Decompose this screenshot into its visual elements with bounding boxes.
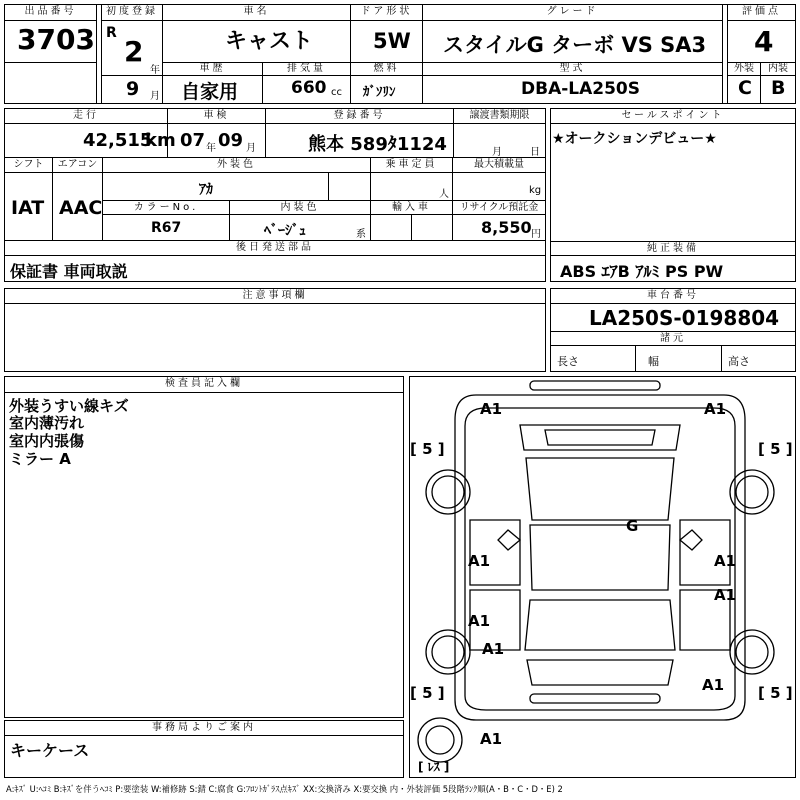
int-color-unit: 系	[356, 229, 366, 240]
later-label: 後日発送部品	[5, 241, 545, 256]
ext-color-label: 外装色	[103, 158, 371, 173]
fuel: ｶﾞｿﾘﾝ	[363, 85, 396, 100]
inspection-label: 車検	[168, 109, 266, 124]
score-label: 評価点	[727, 5, 795, 21]
notes-label: 注意事項欄	[5, 289, 545, 304]
inspector-label: 検査員記入欄	[5, 377, 403, 393]
height-label: 高さ	[728, 355, 750, 368]
era: R	[106, 25, 117, 41]
car-name-label: 車名	[163, 5, 351, 21]
shift-label: シフト	[5, 158, 53, 173]
capacity-unit: 人	[439, 189, 449, 200]
grade: スタイルG ターボ VS SA3	[443, 33, 707, 57]
lot-label: 出品番号	[5, 5, 97, 21]
interior-grade: B	[771, 77, 786, 99]
mark-front-left: A1	[480, 400, 503, 418]
interior-label: 内装	[761, 63, 795, 76]
tire-rear-right: [ 5 ]	[758, 684, 793, 702]
import-label: 輸入車	[371, 201, 453, 215]
reg-number: 熊本 589ﾀ1124	[308, 134, 447, 155]
displacement-label: 排気量	[263, 63, 351, 76]
chassis-label: 車台番号	[551, 289, 795, 304]
grade-label: グレード	[423, 5, 723, 21]
recycle-unit: 円	[531, 229, 541, 240]
month-unit: 月	[150, 91, 160, 102]
spec-label: 諸元	[551, 332, 795, 346]
transfer-label: 譲渡書類期限	[454, 109, 545, 124]
load-unit: kg	[529, 185, 542, 196]
ac-label: エアコン	[53, 158, 103, 173]
int-color: ﾍﾞｰｼﾞｭ	[264, 223, 306, 239]
mark-rear-right: A1	[702, 676, 725, 694]
equipment-label: 純正装備	[551, 241, 795, 256]
lot-number: 3703	[17, 23, 95, 56]
tire-rear-left: [ 5 ]	[410, 684, 445, 702]
reg-month: 9	[126, 78, 140, 100]
mark-right-door-front: A1	[714, 552, 737, 570]
score: 4	[754, 25, 774, 58]
history: 自家用	[181, 81, 239, 103]
inspector-line-4: ミラー A	[9, 450, 71, 468]
displacement: 660	[291, 78, 327, 98]
sales-label: セールスポイント	[551, 109, 795, 124]
later-parts: 保証書 車両取説	[10, 262, 128, 281]
inspector-line-1: 外装うすい線キズ	[9, 397, 129, 415]
sales-point: ★オークションデビュー★	[552, 131, 717, 147]
reg-label: 登録番号	[266, 109, 454, 124]
mark-right-door-rear: A1	[714, 586, 737, 604]
legend: A:ｷｽﾞ U:ﾍｺﾐ B:ｷｽﾞを伴うﾍｺﾐ P:要塗装 W:補修跡 S:錆 C:腐食 G:ﾌﾛﾝﾄｶﾞﾗｽ点ｷｽﾞ XX:交換済み X:要交換 内・外装評価 5段階ﾗﾝｸ順(A・B・C・D・E) 2	[6, 784, 563, 794]
exterior-grade: C	[738, 77, 752, 99]
door: 5W	[373, 29, 411, 53]
color-no-label: カラーNo.	[103, 201, 230, 215]
mark-left-door-rear: A1	[468, 612, 491, 630]
equipment: ABS ｴｱB ｱﾙﾐ PS PW	[560, 262, 724, 281]
tire-front-right: [ 5 ]	[758, 440, 793, 458]
tire-front-left: [ 5 ]	[410, 440, 445, 458]
mark-left-door-front: A1	[468, 552, 491, 570]
length-label: 長さ	[557, 355, 579, 368]
history-label: 車歴	[163, 63, 263, 76]
mileage-unit: km	[145, 130, 176, 151]
ac: AAC	[59, 197, 103, 219]
mark-left-rear-quarter: A1	[482, 640, 505, 658]
mileage-label: 走行	[5, 109, 168, 124]
insp-month-unit: 月	[246, 143, 256, 154]
mileage: 42,515	[83, 130, 153, 151]
mark-front-right: A1	[704, 400, 727, 418]
insp-month: 09	[218, 130, 244, 151]
ext-color: ｱｶ	[199, 182, 213, 198]
fuel-label: 燃料	[351, 63, 423, 76]
spare-tire: [ ﾚｽ ]	[418, 760, 450, 774]
first-reg-label: 初度登録	[101, 5, 163, 21]
exterior-label: 外装	[727, 63, 761, 76]
capacity-label: 乗車定員	[371, 158, 453, 173]
load-label: 最大積載量	[453, 158, 545, 173]
recycle: 8,550	[481, 218, 532, 237]
mark-rear-left: A1	[480, 730, 503, 748]
inspector-line-2: 室内薄汚れ	[9, 414, 85, 432]
reg-year: 2	[124, 35, 144, 68]
width-label: 幅	[648, 355, 659, 368]
inspector-line-3: 室内内張傷	[9, 432, 85, 450]
insp-year: 07	[180, 130, 206, 151]
office-text: キーケース	[10, 741, 90, 760]
year-unit: 年	[150, 65, 160, 76]
displacement-unit: cc	[331, 87, 342, 98]
model-label: 型式	[423, 63, 723, 76]
color-no: R67	[151, 220, 182, 236]
recycle-label: リサイクル預託金	[453, 201, 545, 215]
mark-windshield: G	[626, 517, 639, 535]
transfer-day-unit: 日	[530, 147, 540, 158]
door-label: ドア形状	[351, 5, 423, 21]
int-color-label: 内装色	[230, 201, 371, 215]
office-label: 事務局よりご案内	[5, 721, 403, 736]
shift: IAT	[11, 197, 45, 219]
car-name: キャスト	[225, 29, 314, 54]
chassis-number: LA250S-0198804	[589, 306, 780, 330]
transfer-month-unit: 月	[492, 147, 502, 158]
model: DBA-LA250S	[521, 79, 640, 99]
insp-year-unit: 年	[206, 143, 216, 154]
